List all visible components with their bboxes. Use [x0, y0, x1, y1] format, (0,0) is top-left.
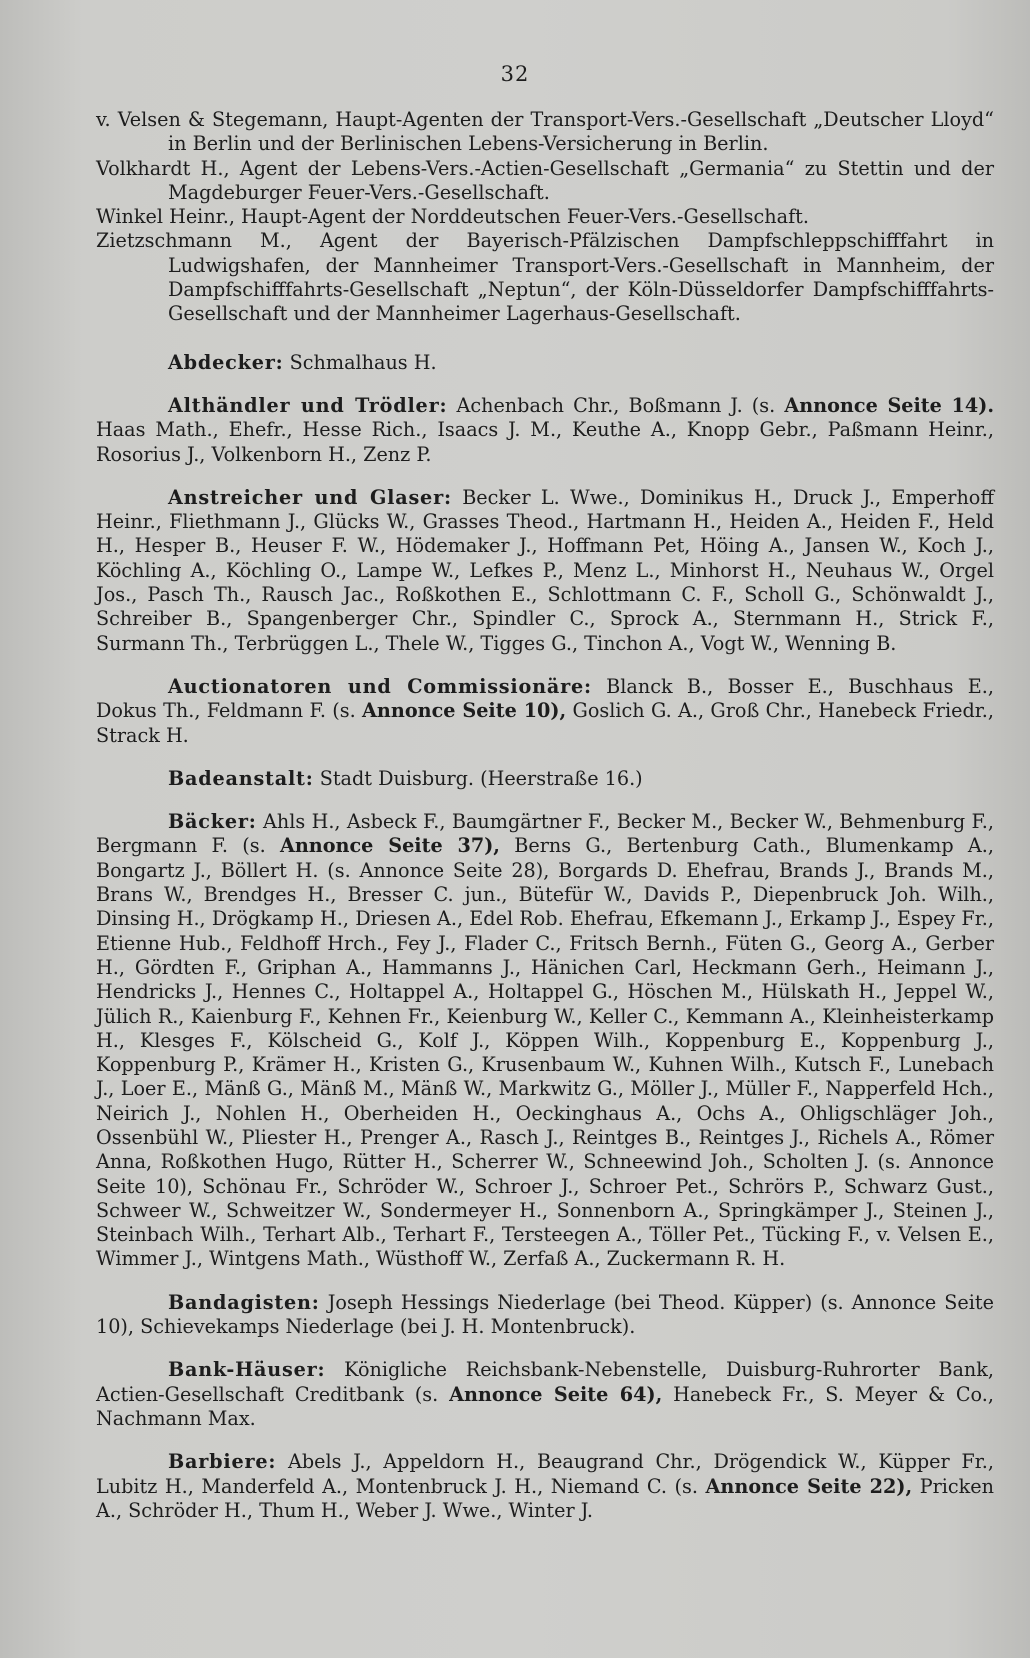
section-heading: Bank-Häuser: [168, 1358, 326, 1382]
section-text-continued: Haas Math., Ehefr., Hesse Rich., Isaacs J. M., Keuthe A., Knopp Gebr., Paßmann Heinr., Rosorius J., Volkenborn H., Zenz P. [96, 418, 994, 466]
section-text-continued: Goslich G. A., Groß Chr., Hanebeck Friedr., Strack H. [96, 699, 994, 747]
section-text: Ahls H., Asbeck F., Baumgärtner F., Becker M., Becker W., Behmenburg F., Bergmann F. (s. [96, 810, 994, 858]
section-text: Becker L. Wwe., Dominikus H., Druck J., Emperhoff Heinr., Fliethmann J., Glücks W., Grasses Theod., Hartmann H., Heiden A., Heiden F., Held H., Hesper B., Heuser F. W., Hödemaker J., Hoffmann Pet, Höing A., Jansen W., Koch J., Köchling A., Köchling O., Lampe W., Lefkes P., Menz L., Minhorst H., Neuhaus W., Orgel Jos., Pasch Th., Rausch Jac., Roßkothen E., Schlottmann C. F., Scholl G., Schönwaldt J., Schreiber B., Spangenberger Chr., Spindler C., Sprock A., Sternmann H., Strick F., Surmann Th., Terbrüggen L., Thele W., Tigges G., Tinchon A., Vogt W., Wenning B. [96, 485, 994, 655]
section-text: Schmalhaus H. [289, 350, 437, 374]
agent-entry: v. Velsen & Stegemann, Haupt-Agenten der Transport-Vers.-Gesellschaft „Deutscher Lloyd“ in Berlin und der Berlinischen Lebens-Versicherung in Berlin. [96, 108, 994, 156]
section-text: Blanck B., Bosser E., Buschhaus E., Dokus Th., Feldmann F. (s. [96, 674, 994, 723]
agent-entry: Winkel Heinr., Haupt-Agent der Norddeutschen Feuer-Vers.-Gesellschaft. [96, 205, 809, 229]
section-text: Stadt Duisburg. (Heerstraße 16.) [319, 766, 643, 790]
section-heading: Anstreicher und Glaser: [168, 485, 452, 509]
section-heading: Barbiere: [168, 1450, 277, 1474]
directory-content [96, 108, 994, 1523]
annonce-reference: Annonce Seite 14). [784, 393, 995, 417]
section-baecker [96, 810, 994, 1272]
annonce-reference: Annonce Seite 10), [362, 699, 567, 723]
section-text-continued: Hanebeck Fr., S. Meyer & Co., Nachmann Max. [96, 1382, 994, 1430]
section-anstreicher [96, 486, 994, 656]
section-text: Joseph Hessings Niederlage (bei Theod. Küpper) (s. Annonce Seite 10), Schievekamps Niederlage (bei J. H. Montenbruck). [96, 1290, 994, 1339]
annonce-reference: Annonce Seite 64), [449, 1382, 663, 1406]
section-text: Abels J., Appeldorn H., Beaugrand Chr., Drögendick W., Küpper Fr., Lubitz H., Manderfeld A., Montenbruck J. H., Niemand C. (s. [96, 1450, 994, 1498]
section-text: Königliche Reichsbank-Nebenstelle, Duisburg-Ruhrorter Bank, Actien-Gesellschaft Creditbank (s. [96, 1358, 994, 1406]
section-heading: Bandagisten: [168, 1290, 320, 1314]
section-heading: Auctionatoren und Commissionäre: [168, 674, 592, 698]
section-badeanstalt [96, 767, 994, 791]
annonce-reference: Annonce Seite 22), [705, 1474, 913, 1498]
section-bank-haeuser [96, 1358, 994, 1431]
section-heading: Badeanstalt: [168, 766, 314, 790]
section-text: Achenbach Chr., Boßmann J. (s. [456, 393, 776, 417]
agent-entry: Zietzschmann M., Agent der Bayerisch-Pfälzischen Dampfschleppschifffahrt in Ludwigshafen, der Mannheimer Transport-Vers.-Gesellschaft in Mannheim, der Dampfschifffahrts-Gesellschaft „Neptun“, der Köln-Düsseldorfer Dampfschifffahrts-Gesellschaft und der Mannheimer Lagerhaus-Gesellschaft. [96, 229, 994, 326]
agent-entry: Volkhardt H., Agent der Lebens-Vers.-Actien-Gesellschaft „Germania“ zu Stettin und der Magdeburger Feuer-Vers.-Gesellschaft. [96, 156, 994, 204]
section-bandagisten [96, 1291, 994, 1340]
section-barbiere [96, 1450, 994, 1523]
annonce-reference: Annonce Seite 37), [279, 834, 500, 858]
section-text-continued: Berns G., Bertenburg Cath., Blumenkamp A., Bongartz J., Böllert H. (s. Annonce Seite 28), Borgards D. Ehefrau, Brands J., Brands M., Brans W., Brendges H., Bresser C. jun., Bütefür W., Davids P., Diepenbruck Joh. Wilh., Dinsing H., Drögkamp H., Driesen A., Edel Rob. Ehefrau, Efkemann J., Erkamp J., Espey Fr., Etienne Hub., Feldhoff Hrch., Fey J., Flader C., Fritsch Bernh., Füten G., Georg A., Gerber H., Gördten F., Griphan A., Hammanns J., Hänichen Carl, Heckmann Gerh., Heimann J., Hendricks J., Hennes C., Holtappel A., Holtappel G., Höschen M., Hülskath H., Jeppel W., Jülich R., Kaienburg F., Kehnen Fr., Keienburg W., Keller C., Kemmann A., Kleinheisterkamp H., Klesges F., Kölscheid G., Kolf J., Köppen Wilh., Koppenburg E., Koppenburg J., Koppenburg P., Krämer H., Kristen G., Krusenbaum W., Kuhnen Wilh., Kutsch F., Lunebach J., Loer E., Mänß G., Mänß M., Mänß W., Markwitz G., Möller J., Müller F., Napperfeld Hch., Neirich J., Nohlen H., Oberheiden H., Oeckinghaus A., Ochs A., Ohligschläger Joh., Ossenbühl W., Pliester H., Prenger A., Rasch J., Reintges B., Reintges J., Richels A., Römer Anna, Roßkothen Hugo, Rütter H., Scherrer W., Schneewind Joh., Scholten J. (s. Annonce Seite 10), Schönau Fr., Schröder W., Schroer J., Schroer Pet., Schrörs P., Schwarz Gust., Schweer W., Schweitzer W., Sondermeyer H., Sonnenborn A., Springkämper J., Steinen J., Steinbach Wilh., Terhart Alb., Terhart F., Tersteegen A., Töller Pet., Tücking F., v. Velsen E., Wimmer J., Wintgens Math., Wüsthoff W., Zerfaß A., Zuckermann R. H. [96, 834, 994, 1271]
section-althaendler [96, 394, 994, 467]
page-number: 32 [500, 62, 530, 86]
section-text-continued: Pricken A., Schröder H., Thum H., Weber J. Wwe., Winter J. [96, 1474, 994, 1522]
section-abdecker [96, 351, 994, 375]
section-heading: Althändler und Trödler: [168, 393, 448, 417]
section-heading: Bäcker: [168, 810, 257, 834]
section-auctionatoren [96, 675, 994, 748]
section-heading: Abdecker: [168, 350, 284, 374]
